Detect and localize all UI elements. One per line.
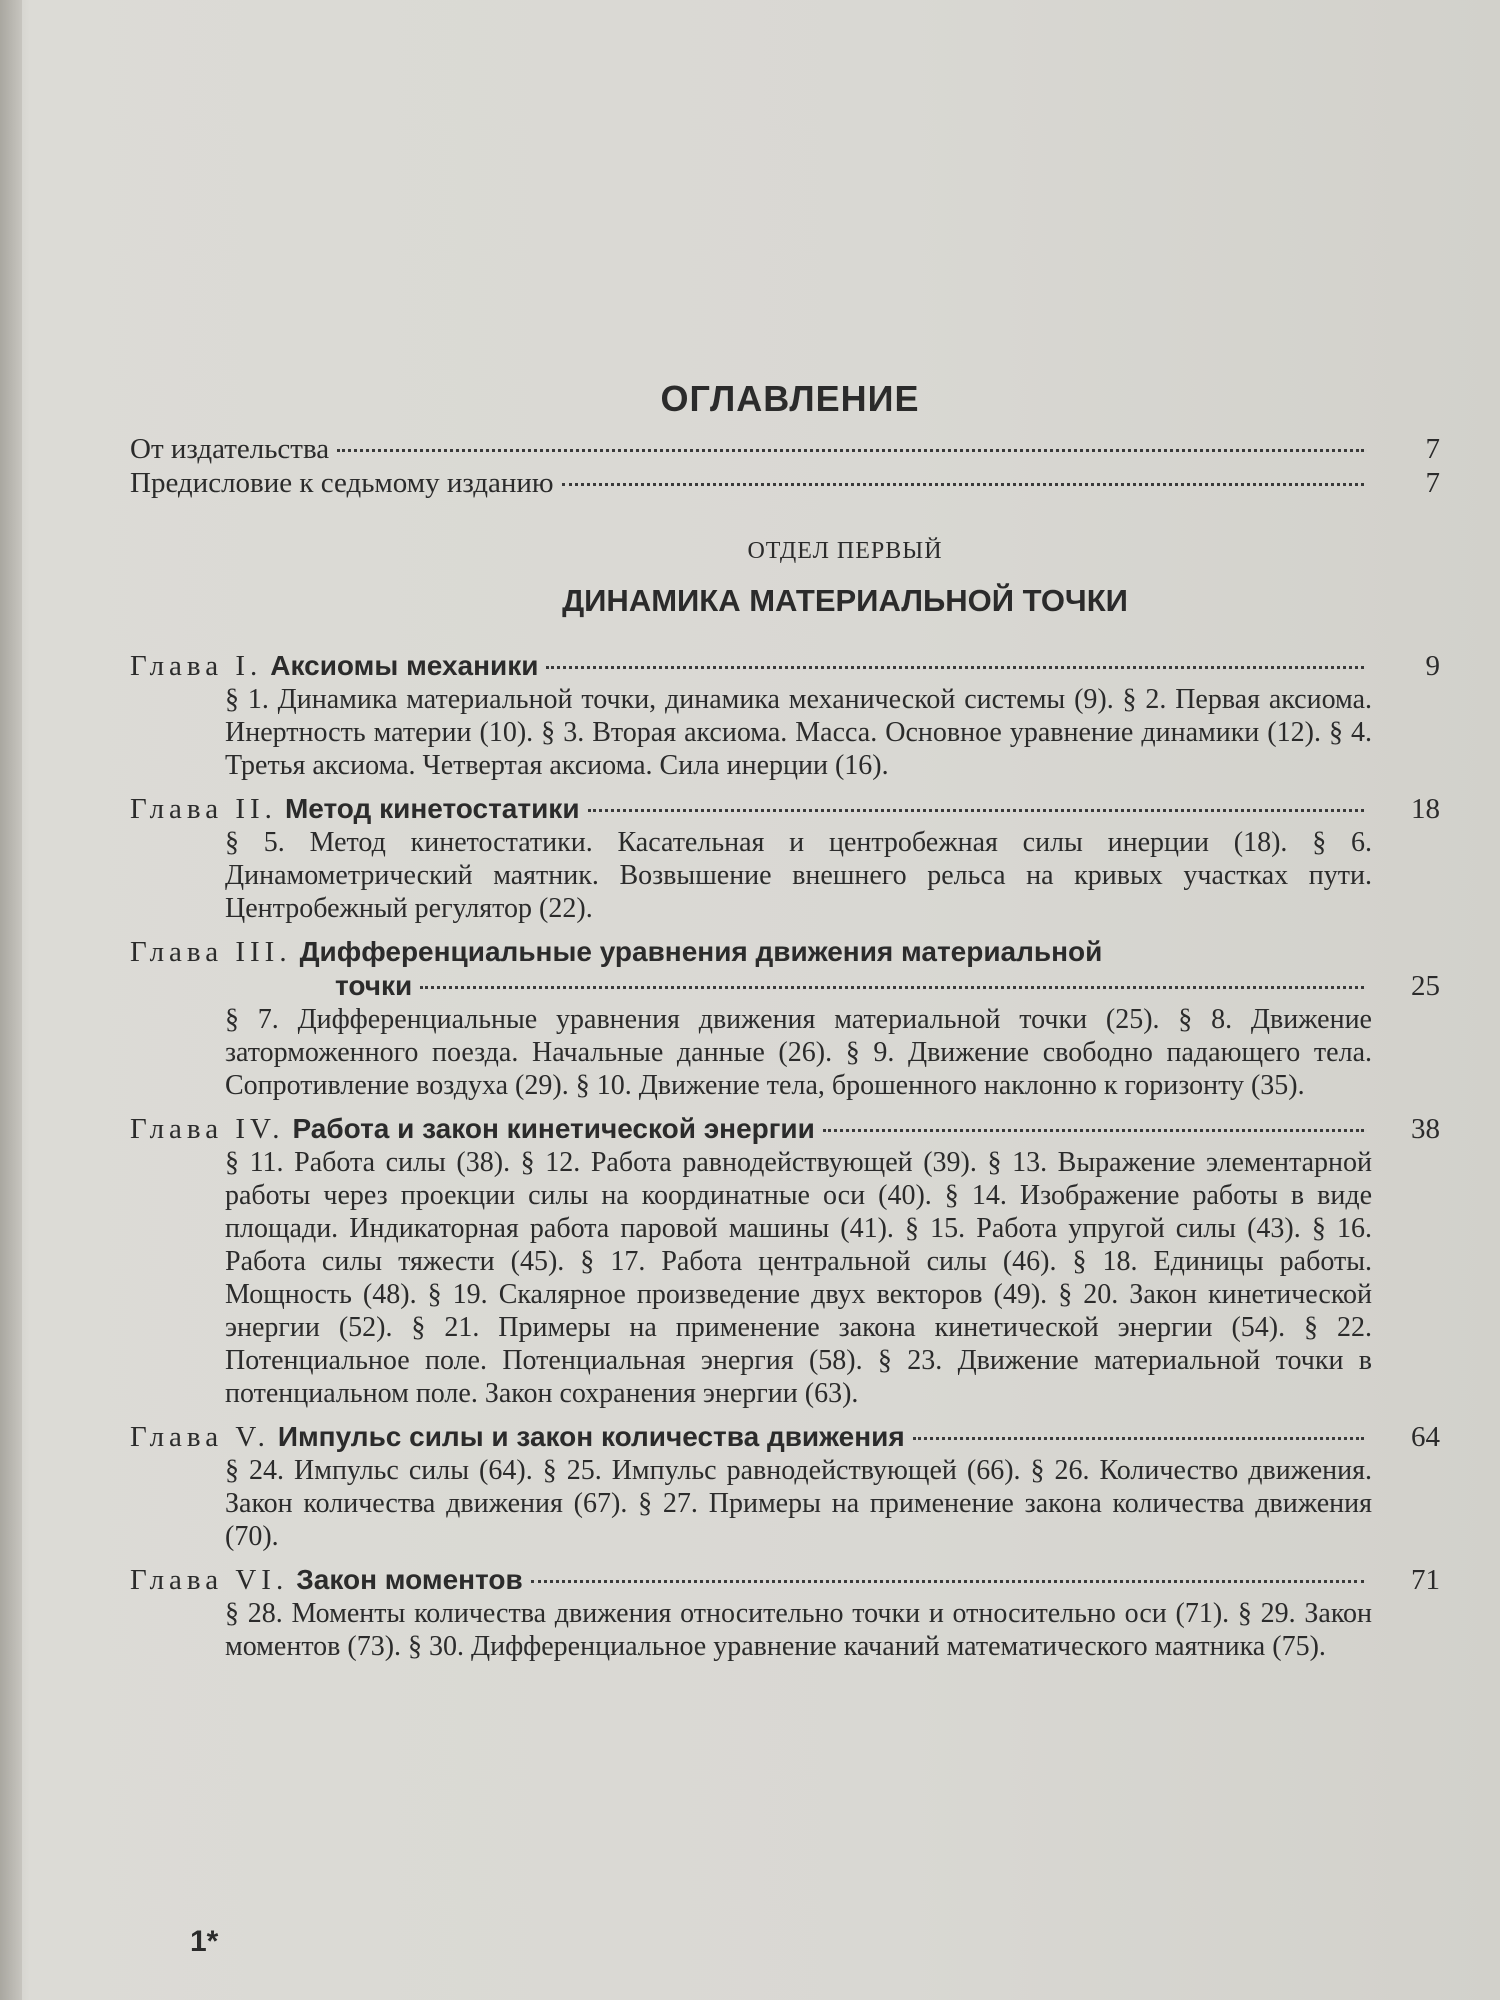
toc-page-number: 7 [1425,433,1440,465]
leader-dots [588,809,1364,812]
chapter-heading[interactable] [130,1563,1440,1597]
toc-page-number: 64 [1411,1421,1440,1453]
chapter-5 [130,1420,1440,1553]
leader-dots [531,1580,1364,1583]
chapter-sections: § 24. Импульс силы (64). § 25. Импульс равнодействующей (66). § 26. Количество движения. Закон количества движения (67). § 27. Примеры на применение закона количества движения (70). [225,1455,1372,1552]
toc-page-number: 18 [1411,793,1440,825]
chapter-sections: § 11. Работа силы (38). § 12. Работа равнодействующей (39). § 13. Выражение элементарной работы через проекции силы на координатные оси (40). § 14. Изображение работы в виде площади. Индикаторная работа паровой машины (41). § 15. Работа упругой силы (43). § 16. Работа силы тяжести (45). § 17. Работа центральной силы (46). § 18. Единицы работы. Мощность (48). § 19. Скалярное произведение двух векторов (49). § 20. Закон кинетической энергии (52). § 21. Примеры на применение закона кинетической энергии (54). § 22. Потенциальное поле. Потенциальная энергия (58). § 23. Движение материальной точки в потенциальном поле. Закон сохранения энергии (63). [225,1147,1372,1409]
toc-page-number: 9 [1425,650,1440,682]
page-title: ОГЛАВЛЕНИЕ [660,378,920,419]
signature-mark: 1* [190,1925,219,1958]
chapter-sections: § 28. Моменты количества движения относительно точки и относительно оси (71). § 29. Закон моментов (73). § 30. Дифференциальное уравнение качаний математического маятника (75). [225,1598,1372,1662]
chapter-heading[interactable] [130,649,1440,683]
chapter-heading[interactable] [130,792,1440,826]
chapter-title: Метод кинетостатики [284,793,580,824]
chapter-title: Закон моментов [296,1564,523,1595]
chapter-title-continued: точки [335,970,413,1001]
chapter-2 [130,792,1440,925]
chapter-title: Аксиомы механики [270,650,539,681]
toc-page-number: 71 [1411,1564,1440,1596]
chapter-6 [130,1563,1440,1663]
chapter-4 [130,1112,1440,1410]
chapter-prefix: Глава IV. [130,1113,285,1145]
chapter-heading[interactable] [130,935,1440,1003]
chapter-sections: § 1. Динамика материальной точки, динамика механической системы (9). § 2. Первая аксиома. Инертность материи (10). § 3. Вторая аксиома. Масса. Основное уравнение динамики (12). § 4. Третья аксиома. Четвертая аксиома. Сила инерции (16). [225,684,1372,781]
leader-dots [562,483,1364,486]
leader-dots [546,666,1364,669]
chapter-3 [130,935,1440,1102]
chapter-sections: § 5. Метод кинетостатики. Касательная и центробежная силы инерции (18). § 6. Динамометрический маятник. Возвышение внешнего рельса на кривых участках пути. Центробежный регулятор (22). [225,827,1372,924]
book-spine-shadow [0,0,22,2000]
leader-dots [337,449,1364,452]
toc-entry-label: Предисловие к седьмому изданию [130,467,554,499]
leader-dots [823,1129,1364,1132]
chapter-prefix: Глава V. [130,1421,270,1453]
toc-page-number: 7 [1425,467,1440,499]
leader-dots [420,986,1364,989]
part-label: ОТДЕЛ ПЕРВЫЙ [747,538,943,564]
chapter-prefix: Глава II. [130,793,277,825]
chapter-1 [130,649,1440,782]
chapter-title: Дифференциальные уравнения движения материальной [299,936,1103,967]
chapter-title: Работа и закон кинетической энергии [292,1113,815,1144]
chapter-prefix: Глава VI. [130,1564,289,1596]
chapter-prefix: Глава III. [130,936,292,968]
toc-entry-preface[interactable] [130,466,1440,500]
chapter-sections: § 7. Дифференциальные уравнения движения материальной точки (25). § 8. Движение заторможенного поезда. Начальные данные (26). § 9. Движение свободно падающего тела. Сопротивление воздуха (29). § 10. Движение тела, брошенного наклонно к горизонту (35). [225,1004,1372,1101]
toc-page-number: 25 [1411,970,1440,1002]
toc-page-number: 38 [1411,1113,1440,1145]
leader-dots [913,1437,1364,1440]
chapter-prefix: Глава I. [130,650,263,682]
chapter-heading[interactable] [130,1112,1440,1146]
chapter-title: Импульс силы и закон количества движения [277,1421,905,1452]
toc-entry-publisher[interactable] [130,432,1440,466]
part-title: ДИНАМИКА МАТЕРИАЛЬНОЙ ТОЧКИ [562,583,1128,618]
toc-entry-label: От издательства [130,433,330,465]
chapter-heading[interactable] [130,1420,1440,1454]
table-of-contents [130,432,1440,1663]
